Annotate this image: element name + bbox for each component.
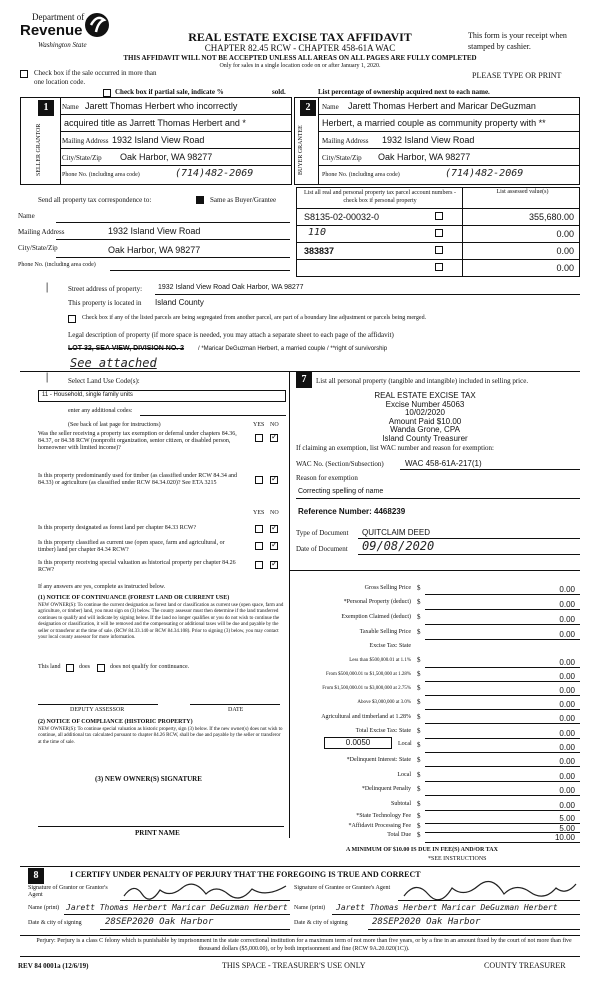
local-value: 0.00: [559, 743, 575, 752]
treasurer-space: THIS SPACE - TREASURER'S USE ONLY: [222, 961, 366, 970]
corr-phone-label: Phone No. (including area code): [18, 262, 96, 268]
section-2-number: 2: [300, 100, 316, 116]
county-value: Island County: [155, 298, 204, 307]
this-land-label: This land: [38, 664, 61, 670]
grantor-date: 28SEP2020 Oak Harbor: [105, 917, 214, 927]
tier2-label: From $500,000.01 to $1,500,000 at 1.28%: [326, 672, 411, 677]
stamp-line-2: Excise Number 45063: [385, 399, 465, 409]
does-not-label: does not qualify for continuance.: [110, 664, 190, 670]
buyer-phone: (714)482-2069: [445, 168, 524, 179]
interest-state-value: 0.00: [559, 757, 575, 766]
grantor-date-label: Date & city of signing: [28, 920, 82, 926]
new-owner-signature-label: (3) NEW OWNER(S) SIGNATURE: [95, 775, 202, 783]
buyer-name-line2: Herbert, a married couple as community property with **: [322, 118, 546, 128]
doc-date-value: 09/08/2020: [362, 539, 435, 553]
gross-label: Gross Selling Price: [364, 585, 411, 591]
parcel-personal-checkbox-1[interactable]: [435, 212, 443, 220]
stamp-line-1: REAL ESTATE EXCISE TAX: [374, 391, 476, 400]
doc-type-label: Type of Document: [296, 529, 349, 537]
total-due-label: Total Due: [387, 832, 411, 838]
print-name-label: PRINT NAME: [135, 829, 180, 837]
tech-fee-label: *State Technology Fee: [356, 813, 411, 819]
grantor-signature: [120, 880, 290, 902]
q2-yes-checkbox[interactable]: [255, 476, 263, 484]
segregated-checkbox[interactable]: [68, 315, 76, 323]
seller-phone: (714)482-2069: [175, 168, 254, 179]
grantor-name-print-label: Name (print): [28, 905, 60, 911]
buyer-side-label: BUYER GRANTEE: [298, 125, 304, 175]
total-state-value: 0.00: [559, 729, 575, 738]
located-label: This property is located in: [68, 299, 142, 307]
subtotal-value: 0.00: [559, 801, 575, 810]
form-note: Only for sales in a single location code on or after January 1, 2020.: [219, 63, 381, 69]
grantee-date: 28SEP2020 Oak Harbor: [372, 917, 481, 927]
segregated-label: Check box if any of the listed parcels are being segregated from another parcel, are part of a boundary line adjustment or parcels being merged.: [82, 315, 427, 321]
pct-list-label: List percentage of ownership acquired next to each name.: [318, 88, 490, 96]
seller-mail: 1932 Island View Road: [112, 135, 205, 145]
stamp-line-3: 10/02/2020: [404, 408, 446, 417]
exemption-deduct-value: 0.00: [559, 615, 575, 624]
deputy-date-label: DATE: [228, 707, 244, 713]
see-attached: See attached: [70, 356, 157, 370]
tier1-label: Less than $500,000.01 at 1.1%: [349, 658, 411, 663]
section-3-marker: |: [46, 282, 49, 293]
wac-value: WAC 458-61A-217(1): [405, 459, 482, 468]
seller-mail-label: Mailing Address: [62, 137, 109, 145]
reason-value: Correcting spelling of name: [298, 488, 384, 495]
receipt-note: This form is your receipt when stamped by cashier.: [468, 31, 567, 51]
perjury-text: Perjury: Perjury is a class C felony which is punishable by imprisonment in the state correctional institution for a maximum term of not more than five years, or by a fine in an amount fixed by the court of not more than five thousand dollars ($5,000.00), or by both imprisonment and fine (RCW 9A.20.020(1C)).: [36, 938, 572, 952]
historic-text: NEW OWNER(S): To continue special valuation as historic property, sign (3) below. If the new owner(s) does not wish to continue, all additional tax calculated pursuant to chapter 84.26 RCW, shall be due and payable by the seller or transferor at the time of sale.: [38, 727, 283, 745]
multi-location-checkbox[interactable]: [20, 70, 28, 78]
buyer-phone-label: Phone No. (including area code): [322, 172, 400, 178]
corr-city: Oak Harbor, WA 98277: [108, 245, 201, 255]
continuance-text: NEW OWNER(S): To continue the current designation as forest land or classification as current use (open space, farm and agriculture, or timber) land, you must sign on (3) below. The county assessor must then determine if the land transferred continues to qualify and will indicate by signing below. If the land no longer qualifies or you do not wish to continue the designation or classification, it will be removed and the compensating or additional taxes will be due and payable by the seller or transferor at the time of sale. (RCW 84.33.140 or RCW 84.34.108). Prior to signing (3) below, you may contact your local county assessor for more information.: [38, 603, 284, 641]
tier1-value: 0.00: [559, 658, 575, 667]
personal-deduct-label: *Personal Property (deduct): [343, 599, 411, 605]
multi-location-label: Check box if the sale occurred in more than one location code.: [34, 69, 157, 86]
tier4-label: Above $3,000,000 at 3.0%: [357, 700, 411, 705]
correspondence-label: Send all property tax correspondence to:: [38, 196, 152, 204]
partial-sale-label: Check box if partial sale, indicate %: [115, 88, 224, 96]
section-8-number: 8: [28, 868, 44, 884]
street-label: Street address of property:: [68, 285, 143, 293]
legal-struck: LOT 32, SEA VIEW, DIVISION NO. 2: [68, 345, 185, 352]
exemption-label: If claiming an exemption, list WAC number and reason for exemption:: [296, 444, 494, 452]
form-subtitle: CHAPTER 82.45 RCW - CHAPTER 458-61A WAC: [204, 43, 396, 53]
grantor-name-print: Jarett Thomas Herbert Maricar DeGuzman Herbert: [66, 903, 288, 912]
local-label: Local: [398, 741, 412, 747]
legal-note: / *Maricar DeGuzman Herbert, a married couple / **right of survivorship: [198, 346, 388, 352]
question-3: Is this property designated as forest land per chapter 84.33 RCW?: [38, 525, 197, 531]
seller-name-label: Name: [62, 103, 79, 111]
see-back-label: (See back of last page for instructions): [68, 422, 161, 428]
does-not-checkbox[interactable]: [97, 664, 105, 672]
taxable-value: 0.00: [559, 630, 575, 639]
deputy-assessor-label: DEPUTY ASSESSOR: [70, 707, 125, 713]
dept-line2: Revenue: [20, 22, 83, 39]
doc-date-label: Date of Document: [296, 545, 348, 553]
q5-no-checkbox[interactable]: ✓: [271, 559, 278, 568]
parcel-account-1: S8135-02-00032-0: [304, 212, 380, 222]
q1-yes-checkbox[interactable]: [255, 434, 263, 442]
parcel-value-4: 0.00: [556, 263, 574, 273]
legal-label: Legal description of property (if more space is needed, you may attach a separate sheet to each page of the affidavit): [68, 331, 394, 339]
parcel-value-1: 355,680.00: [528, 212, 574, 222]
section-7-number: 7: [296, 372, 312, 388]
parcel-value-2: 0.00: [556, 229, 574, 239]
penalty-label: *Delinquent Penalty: [361, 786, 411, 792]
local-rate: 0.0050: [345, 738, 371, 747]
corr-name-label: Name: [18, 212, 35, 220]
no-header-2: NO: [270, 510, 279, 516]
affidavit-fee-value: 5.00: [559, 824, 575, 833]
does-label: does: [79, 664, 90, 670]
stamp-line-4: Amount Paid $10.00: [388, 416, 462, 426]
buyer-name-label: Name: [322, 103, 339, 111]
buyer-city-label: City/State/Zip: [322, 154, 362, 162]
reference-number: Reference Number: 4468239: [298, 507, 406, 516]
buyer-name-line1: Jarett Thomas Herbert and Maricar DeGuzman: [348, 101, 536, 111]
tier3-label: From $1,500,000.01 to $3,000,000 at 2.75%: [322, 686, 411, 691]
logo-swoosh-icon: [84, 10, 110, 40]
see-instructions: *SEE INSTRUCTIONS: [428, 856, 487, 862]
tier2-value: 0.00: [559, 672, 575, 681]
seller-city-label: City/State/Zip: [62, 154, 102, 162]
section-4-marker: |: [46, 372, 49, 383]
dor-logo: [18, 8, 113, 54]
no-header: NO: [270, 422, 279, 428]
penalty-value: 0.00: [559, 786, 575, 795]
seller-side-label: SELLER GRANTOR: [36, 123, 42, 177]
seller-city: Oak Harbor, WA 98277: [120, 152, 213, 162]
personal-deduct-value: 0.00: [559, 600, 575, 609]
question-4: Is this property classified as current use (open space, farm and agricultural, or timber) land per chapter 84.34 RCW?: [38, 540, 225, 553]
question-5: Is this property receiving special valuation as historical property per chapter 84.26 RCW?: [38, 560, 236, 573]
corr-mail: 1932 Island View Road: [108, 226, 201, 236]
interest-local-value: 0.00: [559, 772, 575, 781]
exemption-deduct-label: Exemption Claimed (deduct): [341, 614, 411, 620]
agri-value: 0.00: [559, 714, 575, 723]
same-as-buyer-label: Same as Buyer/Grantee: [210, 196, 277, 204]
buyer-mail-label: Mailing Address: [322, 137, 369, 145]
corr-mail-label: Mailing Address: [18, 228, 65, 236]
excise-state-label: Excise Tax: State: [369, 643, 411, 649]
certify-text: I CERTIFY UNDER PENALTY OF PERJURY THAT THE FOREGOING IS TRUE AND CORRECT: [70, 870, 421, 879]
additional-codes-label: enter any additional codes:: [68, 408, 133, 414]
parcels-value-header: List assessed value(s): [496, 189, 549, 195]
yes-header: YES: [253, 422, 265, 428]
subtotal-label: Subtotal: [390, 801, 411, 807]
please-type: PLEASE TYPE OR PRINT: [472, 71, 562, 80]
q1-no-checkbox[interactable]: ✓: [271, 432, 278, 441]
grantee-name-print-label: Name (print): [294, 905, 326, 911]
land-use-code: 11 - Household, single family units: [42, 392, 133, 398]
parcel-personal-checkbox-3[interactable]: [435, 246, 443, 254]
street-value: 1932 Island View Road Oak Harbor, WA 98277: [158, 284, 304, 291]
same-as-buyer-checkbox[interactable]: [196, 196, 204, 204]
form-warning: THIS AFFIDAVIT WILL NOT BE ACCEPTED UNLESS ALL AREAS ON ALL PAGES ARE FULLY COMPLETED: [123, 54, 477, 62]
q5-yes-checkbox[interactable]: [255, 561, 263, 569]
minimum-note: A MINIMUM OF $10.00 IS DUE IN FEE(S) AND/OR TAX: [346, 847, 498, 853]
rev-number: REV 84 0001a (12/6/19): [18, 962, 89, 970]
does-checkbox[interactable]: [66, 664, 74, 672]
personal-property-label: List all personal property (tangible and intangible) included in selling price.: [316, 377, 529, 385]
section-1-number: 1: [38, 100, 54, 116]
buyer-mail: 1932 Island View Road: [382, 135, 475, 145]
total-state-label: Total Excise Tax: State: [355, 728, 411, 734]
grantee-name-print: Jarett Thomas Herbert Maricar DeGuzman Herbert: [336, 903, 558, 912]
parcel-personal-checkbox-2[interactable]: [435, 229, 443, 237]
tech-fee-value: 5.00: [559, 814, 575, 823]
q4-no-checkbox[interactable]: ✓: [271, 540, 278, 549]
parcels-header: List all real and personal property tax parcel account numbers - check box if personal property: [304, 190, 456, 204]
sig-grantee-label: Signature of Grantee or Grantee's Agent: [294, 885, 391, 891]
parcel-personal-checkbox-4[interactable]: [435, 263, 443, 271]
parcel-account-3: 383837: [304, 246, 335, 256]
tier3-value: 0.00: [559, 686, 575, 695]
partial-sale-checkbox[interactable]: [103, 89, 111, 97]
land-use-label: Select Land Use Code(s):: [68, 377, 140, 385]
wac-label: WAC No. (Section/Subsection): [296, 460, 384, 468]
dept-line3: Washington State: [38, 41, 87, 49]
affidavit-fee-label: *Affidavit Processing Fee: [348, 823, 411, 829]
taxable-label: Taxable Selling Price: [359, 629, 411, 635]
county-treasurer: COUNTY TREASURER: [484, 961, 566, 970]
interest-state-label: *Delinquent Interest: State: [346, 757, 411, 763]
question-2: Is this property predominantly used for timber (as classified under RCW 84.34 and 84.33) or agriculture (as classified under RCW 84.34.020)? See ETA 3215: [38, 473, 238, 486]
buyer-city: Oak Harbor, WA 98277: [378, 152, 471, 162]
q2-no-checkbox[interactable]: ✓: [271, 474, 278, 483]
grantee-date-label: Date & city of signing: [294, 920, 348, 926]
yes-header-2: YES: [253, 510, 265, 516]
seller-phone-label: Phone No. (including area code): [62, 172, 140, 178]
seller-name-line1: Jarett Thomas Herbert who incorrectly: [85, 101, 238, 111]
stamp-line-5: Wanda Grone, CPA: [390, 425, 460, 434]
historic-title: (2) NOTICE OF COMPLIANCE (HISTORIC PROPERTY): [38, 719, 193, 725]
if-yes-label: If any answers are yes, complete as instructed below.: [38, 584, 166, 590]
parcel-account-2: 110: [308, 227, 327, 238]
q4-yes-checkbox[interactable]: [255, 542, 263, 550]
agri-label: Agricultural and timberland at 1.28%: [321, 714, 411, 720]
seller-name-line2: acquired title as Jarrett Thomas Herbert and *: [64, 118, 246, 128]
tier4-value: 0.00: [559, 700, 575, 709]
doc-type-value: QUITCLAIM DEED: [362, 528, 431, 537]
total-due-value: 10.00: [554, 833, 575, 842]
gross-value: 0.00: [559, 585, 575, 594]
interest-local-label: Local: [397, 772, 411, 778]
parcel-value-3: 0.00: [556, 246, 574, 256]
grantee-signature: [400, 878, 580, 902]
question-1: Was the seller receiving a property tax exemption or deferral under chapters 84.36, 84.37, or 84.38 RCW (nonprofit organization, senior citizen, or disabled person, homeowner with limited income)?: [38, 431, 237, 451]
q3-yes-checkbox[interactable]: [255, 525, 263, 533]
excise-stamp: [350, 392, 500, 443]
form-title: REAL ESTATE EXCISE TAX AFFIDAVIT: [188, 30, 412, 44]
reason-label: Reason for exemption: [296, 474, 358, 482]
dept-line1: Department of: [32, 12, 85, 22]
sig-grantor-label: Signature of Grantor or Grantor's Agent: [28, 885, 108, 898]
sold-label: sold.: [272, 88, 286, 96]
stamp-line-6: Island County Treasurer: [382, 433, 468, 443]
corr-city-label: City/State/Zip: [18, 244, 58, 252]
continuance-title: (1) NOTICE OF CONTINUANCE (FOREST LAND OR CURRENT USE): [38, 595, 230, 601]
q3-no-checkbox[interactable]: ✓: [271, 523, 278, 532]
